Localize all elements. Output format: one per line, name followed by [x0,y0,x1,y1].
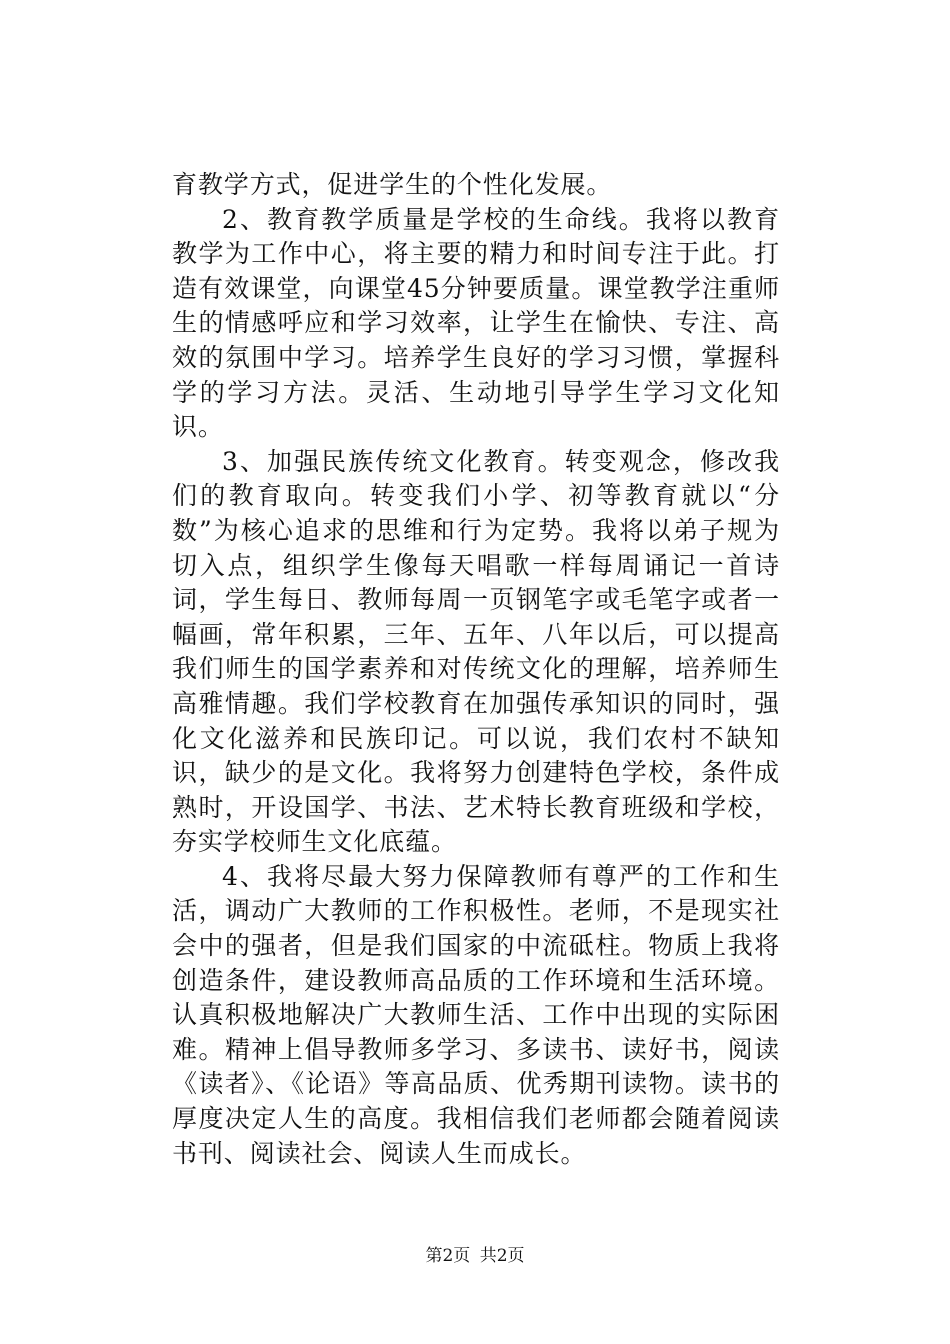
page-footer [0,1241,950,1266]
page-number: 第2页 [425,1246,471,1266]
paragraph-item-2: 2、教育教学质量是学校的生命线。我将以教育教学为工作中心，将主要的精力和时间专注于此。打造有效课堂，向课堂45分钟要质量。课堂教学注重师生的情感呼应和学习效率，让学生在愉快、专注、高效的氛围中学习。培养学生良好的学习习惯，掌握科学的学习方法。灵活、生动地引导学生学习文化知识。 [172,204,780,442]
page-total: 共2页 [479,1246,525,1266]
paragraph-continuation: 育教学方式，促进学生的个性化发展。 [172,170,613,199]
document-body [172,168,780,1171]
paragraph-item-3: 3、加强民族传统文化教育。转变观念，修改我们的教育取向。转变我们小学、初等教育就以“分数”为核心追求的思维和行为定势。我将以弟子规为切入点，组织学生像每天唱歌一样每周诵记一首诗词，学生每日、教师每周一页钢笔字或毛笔字或者一幅画，常年积累，三年、五年、八年以后，可以提高我们师生的国学素养和对传统文化的理解，培养师生高雅情趣。我们学校教育在加强传承知识的同时，强化文化滋养和民族印记。可以说，我们农村不缺知识，缺少的是文化。我将努力创建特色学校，条件成熟时，开设国学、书法、艺术特长教育班级和学校，夯实学校师生文化底蕴。 [172,446,780,857]
paragraph-item-4: 4、我将尽最大努力保障教师有尊严的工作和生活，调动广大教师的工作积极性。老师，不是现实社会中的强者，但是我们国家的中流砥柱。物质上我将创造条件，建设教师高品质的工作环境和生活环境。认真积极地解决广大教师生活、工作中出现的实际困难。精神上倡导教师多学习、多读书、读好书，阅读《读者》、《论语》等高品质、优秀期刊读物。读书的厚度决定人生的高度。我相信我们老师都会随着阅读书刊、阅读社会、阅读人生而成长。 [172,861,780,1168]
